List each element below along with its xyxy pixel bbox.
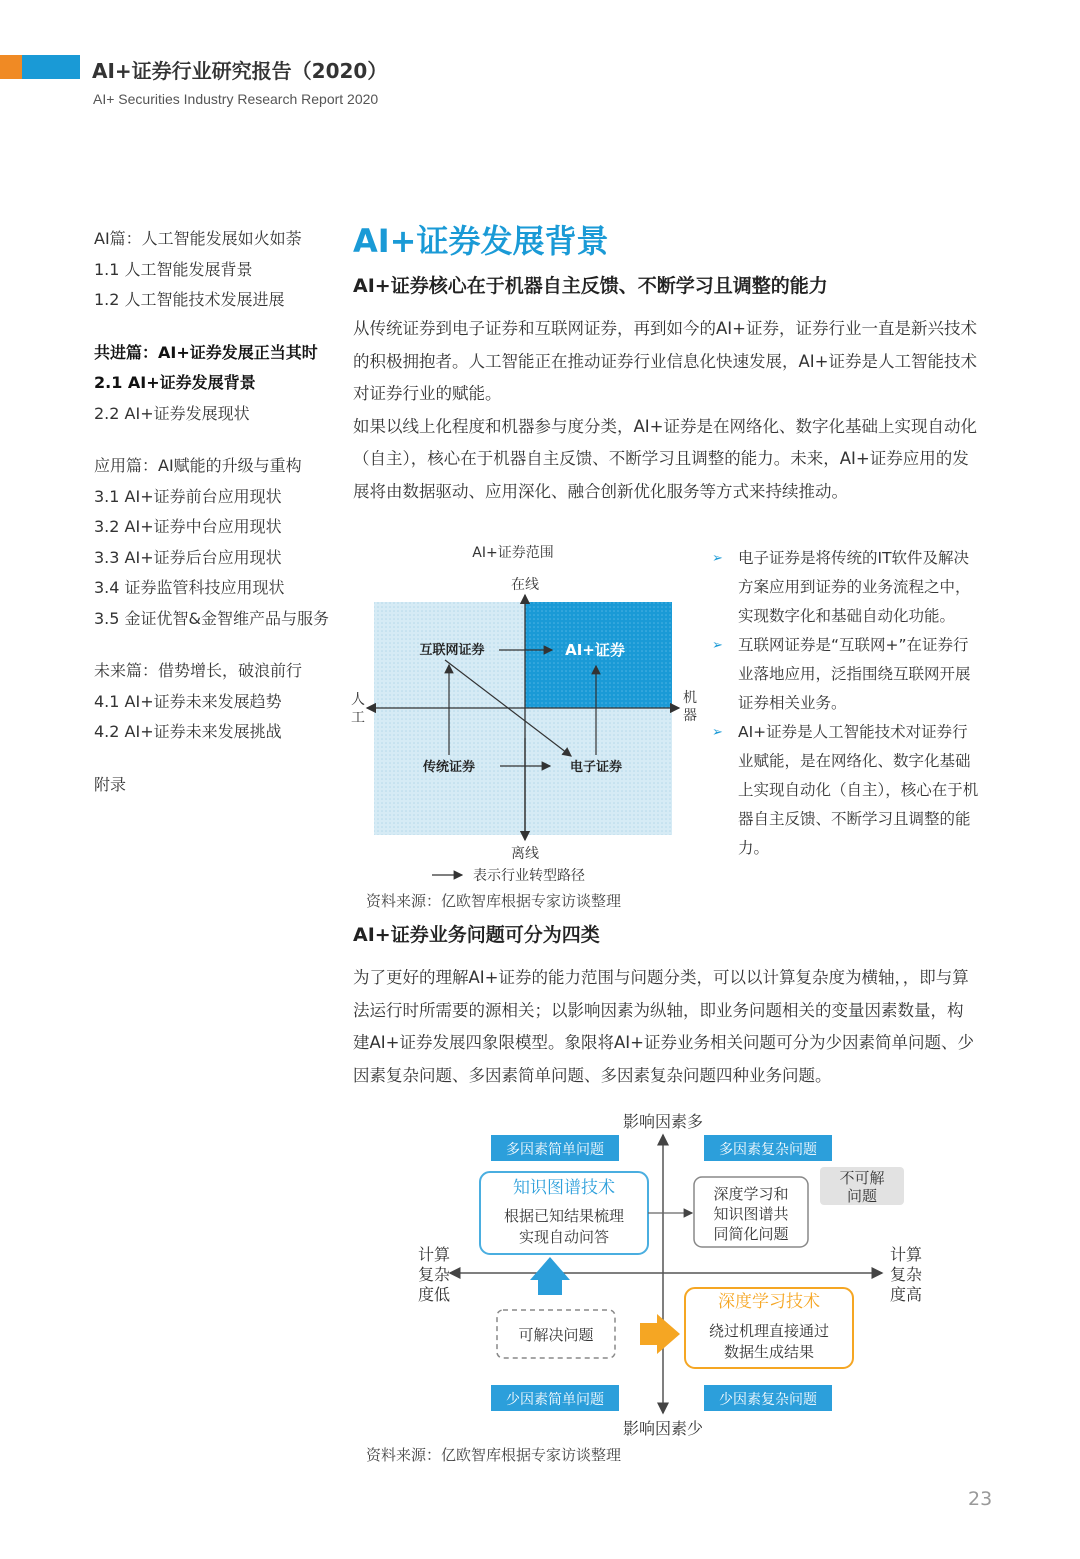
deep-learning-title: 深度学习技术 bbox=[718, 1292, 820, 1312]
tag-few-simple-label: 少因素简单问题 bbox=[506, 1392, 604, 1408]
toc-group bbox=[94, 338, 352, 430]
toc-item[interactable]: 2.2 AI+证券发展现状 bbox=[94, 403, 250, 423]
paragraph: 如果以线上化程度和机器参与度分类，AI+证券是在网络化、数字化基础上实现自动化（自主），核心在于机器自主反馈、不断学习且调整的能力。未来，AI+证券应用的发展将由数据驱动、应用深化、融合创新优化服务等方式来持续推动。 bbox=[353, 416, 977, 501]
axis-label-few-factors: 影响因素少 bbox=[622, 1419, 704, 1438]
chart1-source: 资料来源：亿欧智库根据专家访谈整理 bbox=[366, 892, 622, 910]
axis-label-offline: 离线 bbox=[511, 846, 539, 862]
page-number: 23 bbox=[968, 1488, 993, 1510]
toc-group bbox=[94, 656, 352, 748]
tag-few-complex-label: 少因素复杂问题 bbox=[719, 1392, 817, 1408]
tag-multi-complex-label: 多因素复杂问题 bbox=[719, 1142, 817, 1158]
bullet-arrow-icon: ➢ bbox=[712, 551, 723, 566]
combined-line: 深度学习和 bbox=[713, 1185, 789, 1203]
toc-item[interactable]: 1.2 人工智能技术发展进展 bbox=[94, 290, 285, 309]
knowledge-graph-line: 实现自动问答 bbox=[518, 1228, 610, 1246]
report-subtitle: AI+ Securities Industry Research Report 2020 bbox=[93, 91, 379, 107]
bullet-text: 电子证券是将传统的IT软件及解决方案应用到证券的业务流程之中，实现数字化和基础自动化功能。 bbox=[738, 549, 971, 625]
up-arrow-icon bbox=[530, 1257, 570, 1295]
toc-item[interactable]: 共进篇：AI+证券发展正当其时 bbox=[94, 342, 318, 362]
axis-label-machine-1: 机 bbox=[683, 690, 697, 706]
solvable-label: 可解决问题 bbox=[518, 1326, 594, 1344]
toc-item[interactable]: 2.1 AI+证券发展背景 bbox=[94, 373, 256, 392]
header-blue-bar bbox=[22, 55, 80, 79]
tag-multi-simple-label: 多因素简单问题 bbox=[506, 1142, 604, 1158]
toc-item[interactable]: 1.1 人工智能发展背景 bbox=[94, 259, 253, 279]
toc-item[interactable]: 3.1 AI+证券前台应用现状 bbox=[94, 486, 282, 506]
toc-item[interactable]: 3.3 AI+证券后台应用现状 bbox=[94, 547, 282, 567]
chart1-title: AI+证券范围 bbox=[472, 545, 554, 561]
paragraph: 从传统证券到电子证券和互联网证券，再到如今的AI+证券，证券行业一直是新兴技术的积极拥抱者。人工智能正在推动证券行业信息化快速发展，AI+证券是人工智能技术对证券行业的赋能。 bbox=[353, 319, 977, 403]
section2-body bbox=[353, 962, 978, 1092]
bullet-item bbox=[712, 544, 980, 631]
axis-label-many-factors: 影响因素多 bbox=[622, 1112, 704, 1131]
axis-label-online: 在线 bbox=[511, 577, 539, 593]
axis-label-line: 复杂 bbox=[889, 1265, 923, 1284]
definitions-list bbox=[712, 544, 980, 863]
bullet-text: 互联网证券是“互联网+”在证券行业落地应用，泛指围绕互联网开展证券相关业务。 bbox=[738, 636, 971, 712]
toc-item[interactable]: 附录 bbox=[94, 774, 127, 794]
page-title: AI+证券发展背景 bbox=[353, 222, 609, 260]
label-traditional-securities: 传统证券 bbox=[422, 760, 476, 775]
label-ai-securities: AI+证券 bbox=[565, 641, 625, 659]
header-orange-bar bbox=[0, 55, 22, 79]
bullet-arrow-icon: ➢ bbox=[712, 638, 723, 653]
axis-label-machine-2: 器 bbox=[683, 708, 697, 724]
knowledge-graph-title: 知识图谱技术 bbox=[513, 1178, 615, 1198]
axis-label-line: 度低 bbox=[417, 1285, 451, 1304]
four-quadrant-model-diagram bbox=[410, 1105, 930, 1445]
bullet-text: AI+证券是人工智能技术对证券行业赋能，是在网络化、数字化基础上实现自动化（自主），核心在于机器自主反馈、不断学习且调整的能力。 bbox=[738, 723, 979, 857]
section1-body bbox=[353, 313, 978, 508]
bullet-item bbox=[712, 631, 980, 718]
deep-learning-line: 绕过机理直接通过 bbox=[708, 1322, 830, 1340]
axis-label-low-complexity bbox=[418, 1245, 450, 1304]
knowledge-graph-line: 根据已知结果梳理 bbox=[503, 1207, 625, 1225]
toc-group bbox=[94, 224, 352, 316]
combined-line: 同简化问题 bbox=[713, 1225, 789, 1243]
toc-group bbox=[94, 451, 352, 634]
axis-label-line: 计算 bbox=[889, 1245, 923, 1264]
table-of-contents bbox=[94, 224, 352, 822]
paragraph: 为了更好的理解AI+证券的能力范围与问题分类，可以以计算复杂度为横轴，，即与算法运行时所需要的源相关；以影响因素为纵轴，即业务问题相关的变量因素数量，构建AI+证券发展四象限模型。象限将AI+证券业务相关问题可分为少因素简单问题、少因素复杂问题、多因素简单问题、多因素复杂问题四种业务问题。 bbox=[353, 968, 974, 1085]
section2-heading: AI+证券业务问题可分为四类 bbox=[353, 924, 600, 946]
toc-item[interactable]: 应用篇：AI赋能的升级与重构 bbox=[94, 456, 302, 475]
label-internet-securities: 互联网证券 bbox=[419, 643, 485, 658]
chart2-source: 资料来源：亿欧智库根据专家访谈整理 bbox=[366, 1446, 622, 1464]
unsolvable-line: 问题 bbox=[846, 1187, 878, 1205]
deep-learning-line: 数据生成结果 bbox=[723, 1343, 815, 1361]
axis-label-line: 复杂 bbox=[417, 1265, 451, 1284]
label-electronic-securities: 电子证券 bbox=[569, 760, 623, 775]
toc-item[interactable]: 3.4 证券监管科技应用现状 bbox=[94, 578, 285, 597]
toc-item[interactable]: AI篇：人工智能发展如火如荼 bbox=[94, 229, 302, 248]
right-arrow-icon bbox=[640, 1314, 680, 1354]
report-title: AI+证券行业研究报告（2020） bbox=[92, 59, 388, 83]
axis-label-line: 计算 bbox=[417, 1245, 451, 1264]
axis-label-human-1: 人 bbox=[351, 692, 365, 708]
bullet-item bbox=[712, 718, 980, 863]
axis-label-high-complexity bbox=[890, 1245, 922, 1304]
toc-item[interactable]: 4.2 AI+证券未来发展挑战 bbox=[94, 722, 282, 741]
axis-label-human-2: 工 bbox=[351, 710, 365, 726]
toc-item[interactable]: 4.1 AI+证券未来发展趋势 bbox=[94, 691, 282, 711]
ai-securities-scope-diagram bbox=[345, 538, 705, 918]
toc-item[interactable]: 3.2 AI+证券中台应用现状 bbox=[94, 517, 282, 536]
toc-item[interactable]: 3.5 金证优智&金智维产品与服务 bbox=[94, 608, 330, 628]
toc-group bbox=[94, 770, 352, 801]
bullet-arrow-icon: ➢ bbox=[712, 725, 723, 740]
legend-label: 表示行业转型路径 bbox=[473, 868, 585, 884]
section1-heading: AI+证券核心在于机器自主反馈、不断学习且调整的能力 bbox=[353, 275, 828, 297]
combined-line: 知识图谱共 bbox=[713, 1205, 789, 1223]
toc-item[interactable]: 未来篇：借势增长，破浪前行 bbox=[94, 661, 303, 680]
unsolvable-line: 不可解 bbox=[839, 1169, 885, 1187]
axis-label-line: 度高 bbox=[889, 1285, 923, 1304]
